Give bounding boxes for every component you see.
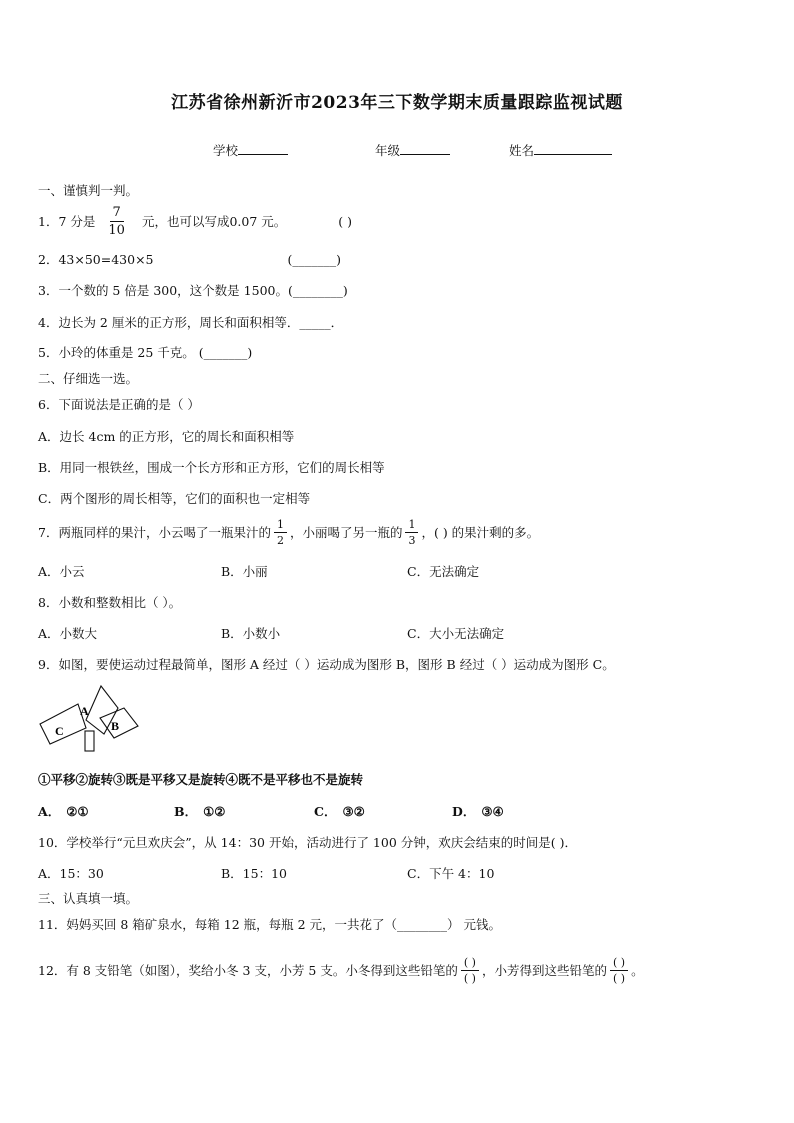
q9-option-b-value: ①② (203, 804, 226, 819)
q9-option-d[interactable] (452, 802, 504, 820)
q12-part2: ，小芳得到这些铅笔的 (481, 963, 607, 978)
q7-part1: 7．两瓶同样的果汁，小云喝了一瓶果汁的 (38, 525, 271, 540)
question-10-stem: 10．学校举行“元旦欢庆会”，从 14：30 开始，活动进行了 100 分钟，欢庆会结束的时间是( )． (38, 835, 577, 850)
q9-option-c-label: C． (314, 804, 337, 819)
q7-fraction-1 (274, 519, 287, 546)
question-12 (38, 950, 644, 990)
question-2 (38, 250, 341, 268)
grade-blank[interactable] (400, 142, 450, 155)
q9-option-d-label: D． (452, 804, 476, 819)
school-field[interactable] (213, 141, 288, 159)
grade-label: 年级 (375, 143, 401, 158)
q7-part2: ，小丽喝了另一瓶的 (289, 525, 403, 540)
q9-option-a-value: ②① (66, 804, 89, 819)
question-6-stem: 6．下面说法是正确的是（ ） (38, 397, 200, 412)
q12-part3: 。 (631, 963, 644, 978)
q9-option-a-label: A． (38, 804, 61, 819)
q1-answer-paren[interactable]: ( ) (338, 213, 352, 229)
q10-option-b[interactable]: B．15：10 (221, 866, 287, 881)
question-9-stem: 9．如图，要使运动过程最简单，图形 A 经过（ ）运动成为图形 B，图形 B 经过（ ）运动成为图形 C。 (38, 657, 615, 672)
section-2-heading: 二、仔细选一选。 (38, 371, 139, 386)
q1-number: 1． (38, 214, 59, 229)
q7-f1-denominator: 2 (276, 533, 284, 547)
q1-pre: 7 分是 (58, 214, 96, 229)
name-label: 姓名 (509, 143, 535, 158)
question-8-stem: 8．小数和整数相比（ ）。 (38, 595, 182, 610)
q7-option-b[interactable]: B．小丽 (221, 564, 268, 579)
q7-part3: ，( ) 的果汁剩的多。 (421, 525, 540, 540)
name-field[interactable] (509, 141, 612, 159)
q9-label-a: A (80, 704, 89, 718)
q12-fraction-2[interactable] (610, 957, 628, 984)
q9-figure (38, 682, 142, 754)
q9-legend: ①平移②旋转③既是平移又是旋转④既不是平移也不是旋转 (38, 772, 364, 787)
q9-option-b[interactable] (174, 802, 226, 820)
q12-f2-numerator: ( ) (610, 957, 628, 971)
section-3-heading: 三、认真填一填。 (38, 891, 139, 906)
question-1 (38, 203, 352, 239)
q9-option-b-label: B． (174, 804, 198, 819)
question-4: 4．边长为 2 厘米的正方形，周长和面积相等．_____． (38, 315, 344, 330)
q6-option-a[interactable]: A．边长 4cm 的正方形，它的周长和面积相等 (38, 429, 295, 444)
q12-part1: 12．有 8 支铅笔（如图），奖给小冬 3 支，小芳 5 支。小冬得到这些铅笔的 (38, 963, 458, 978)
q9-shape-stem (85, 731, 94, 751)
q2-text: 2．43×50=430×5 (38, 252, 154, 267)
page-title: 江苏省徐州新沂市2023年三下数学期末质量跟踪监视试题 (171, 93, 623, 113)
question-3: 3．一个数的 5 倍是 300，这个数是 1500。(________) (38, 283, 348, 298)
q7-option-a[interactable]: A．小云 (38, 564, 85, 579)
q12-f1-denominator: ( ) (463, 971, 476, 985)
q8-option-b[interactable]: B．小数小 (221, 626, 281, 641)
q9-option-c[interactable] (314, 802, 365, 820)
q12-f2-denominator: ( ) (612, 971, 626, 985)
q9-option-c-value: ③② (342, 804, 365, 819)
section-1-heading: 一、谨慎判一判。 (38, 183, 139, 198)
q1-fraction-numerator: 7 (110, 206, 124, 222)
q7-f2-denominator: 3 (408, 533, 416, 547)
name-blank[interactable] (534, 142, 612, 155)
q8-option-a[interactable]: A．小数大 (38, 626, 98, 641)
q9-label-b: B (111, 719, 120, 733)
q7-fraction-2 (405, 519, 418, 546)
q6-option-b[interactable]: B．用同一根铁丝，围成一个长方形和正方形，它们的周长相等 (38, 460, 385, 475)
question-11: 11．妈妈买回 8 箱矿泉水，每箱 12 瓶，每瓶 2 元，一共花了（________） 元钱。 (38, 917, 502, 932)
q2-answer-paren[interactable]: (_______) (287, 252, 341, 267)
grade-field[interactable] (375, 141, 450, 159)
q7-option-c[interactable]: C．无法确定 (407, 564, 480, 579)
q8-option-c[interactable]: C．大小无法确定 (407, 626, 505, 641)
q10-option-a[interactable]: A．15：30 (38, 866, 104, 881)
q1-fraction (105, 206, 128, 237)
question-5: 5．小玲的体重是 25 千克。 (_______) (38, 345, 253, 360)
q1-fraction-denominator: 10 (108, 222, 125, 238)
q1-post: 元，也可以写成0.07 元。 (141, 214, 287, 229)
q12-f1-numerator: ( ) (461, 957, 479, 971)
q9-option-d-value: ③④ (481, 804, 504, 819)
q10-option-c[interactable]: C．下午 4：10 (407, 866, 495, 881)
school-blank[interactable] (238, 142, 288, 155)
q12-fraction-1[interactable] (461, 957, 479, 984)
school-label: 学校 (213, 143, 239, 158)
question-7 (38, 514, 539, 550)
q7-f2-numerator: 1 (405, 519, 418, 533)
q9-label-c: C (55, 724, 64, 738)
q7-f1-numerator: 1 (274, 519, 287, 533)
q9-option-a[interactable] (38, 802, 89, 820)
q6-option-c[interactable]: C．两个图形的周长相等，它们的面积也一定相等 (38, 491, 311, 506)
